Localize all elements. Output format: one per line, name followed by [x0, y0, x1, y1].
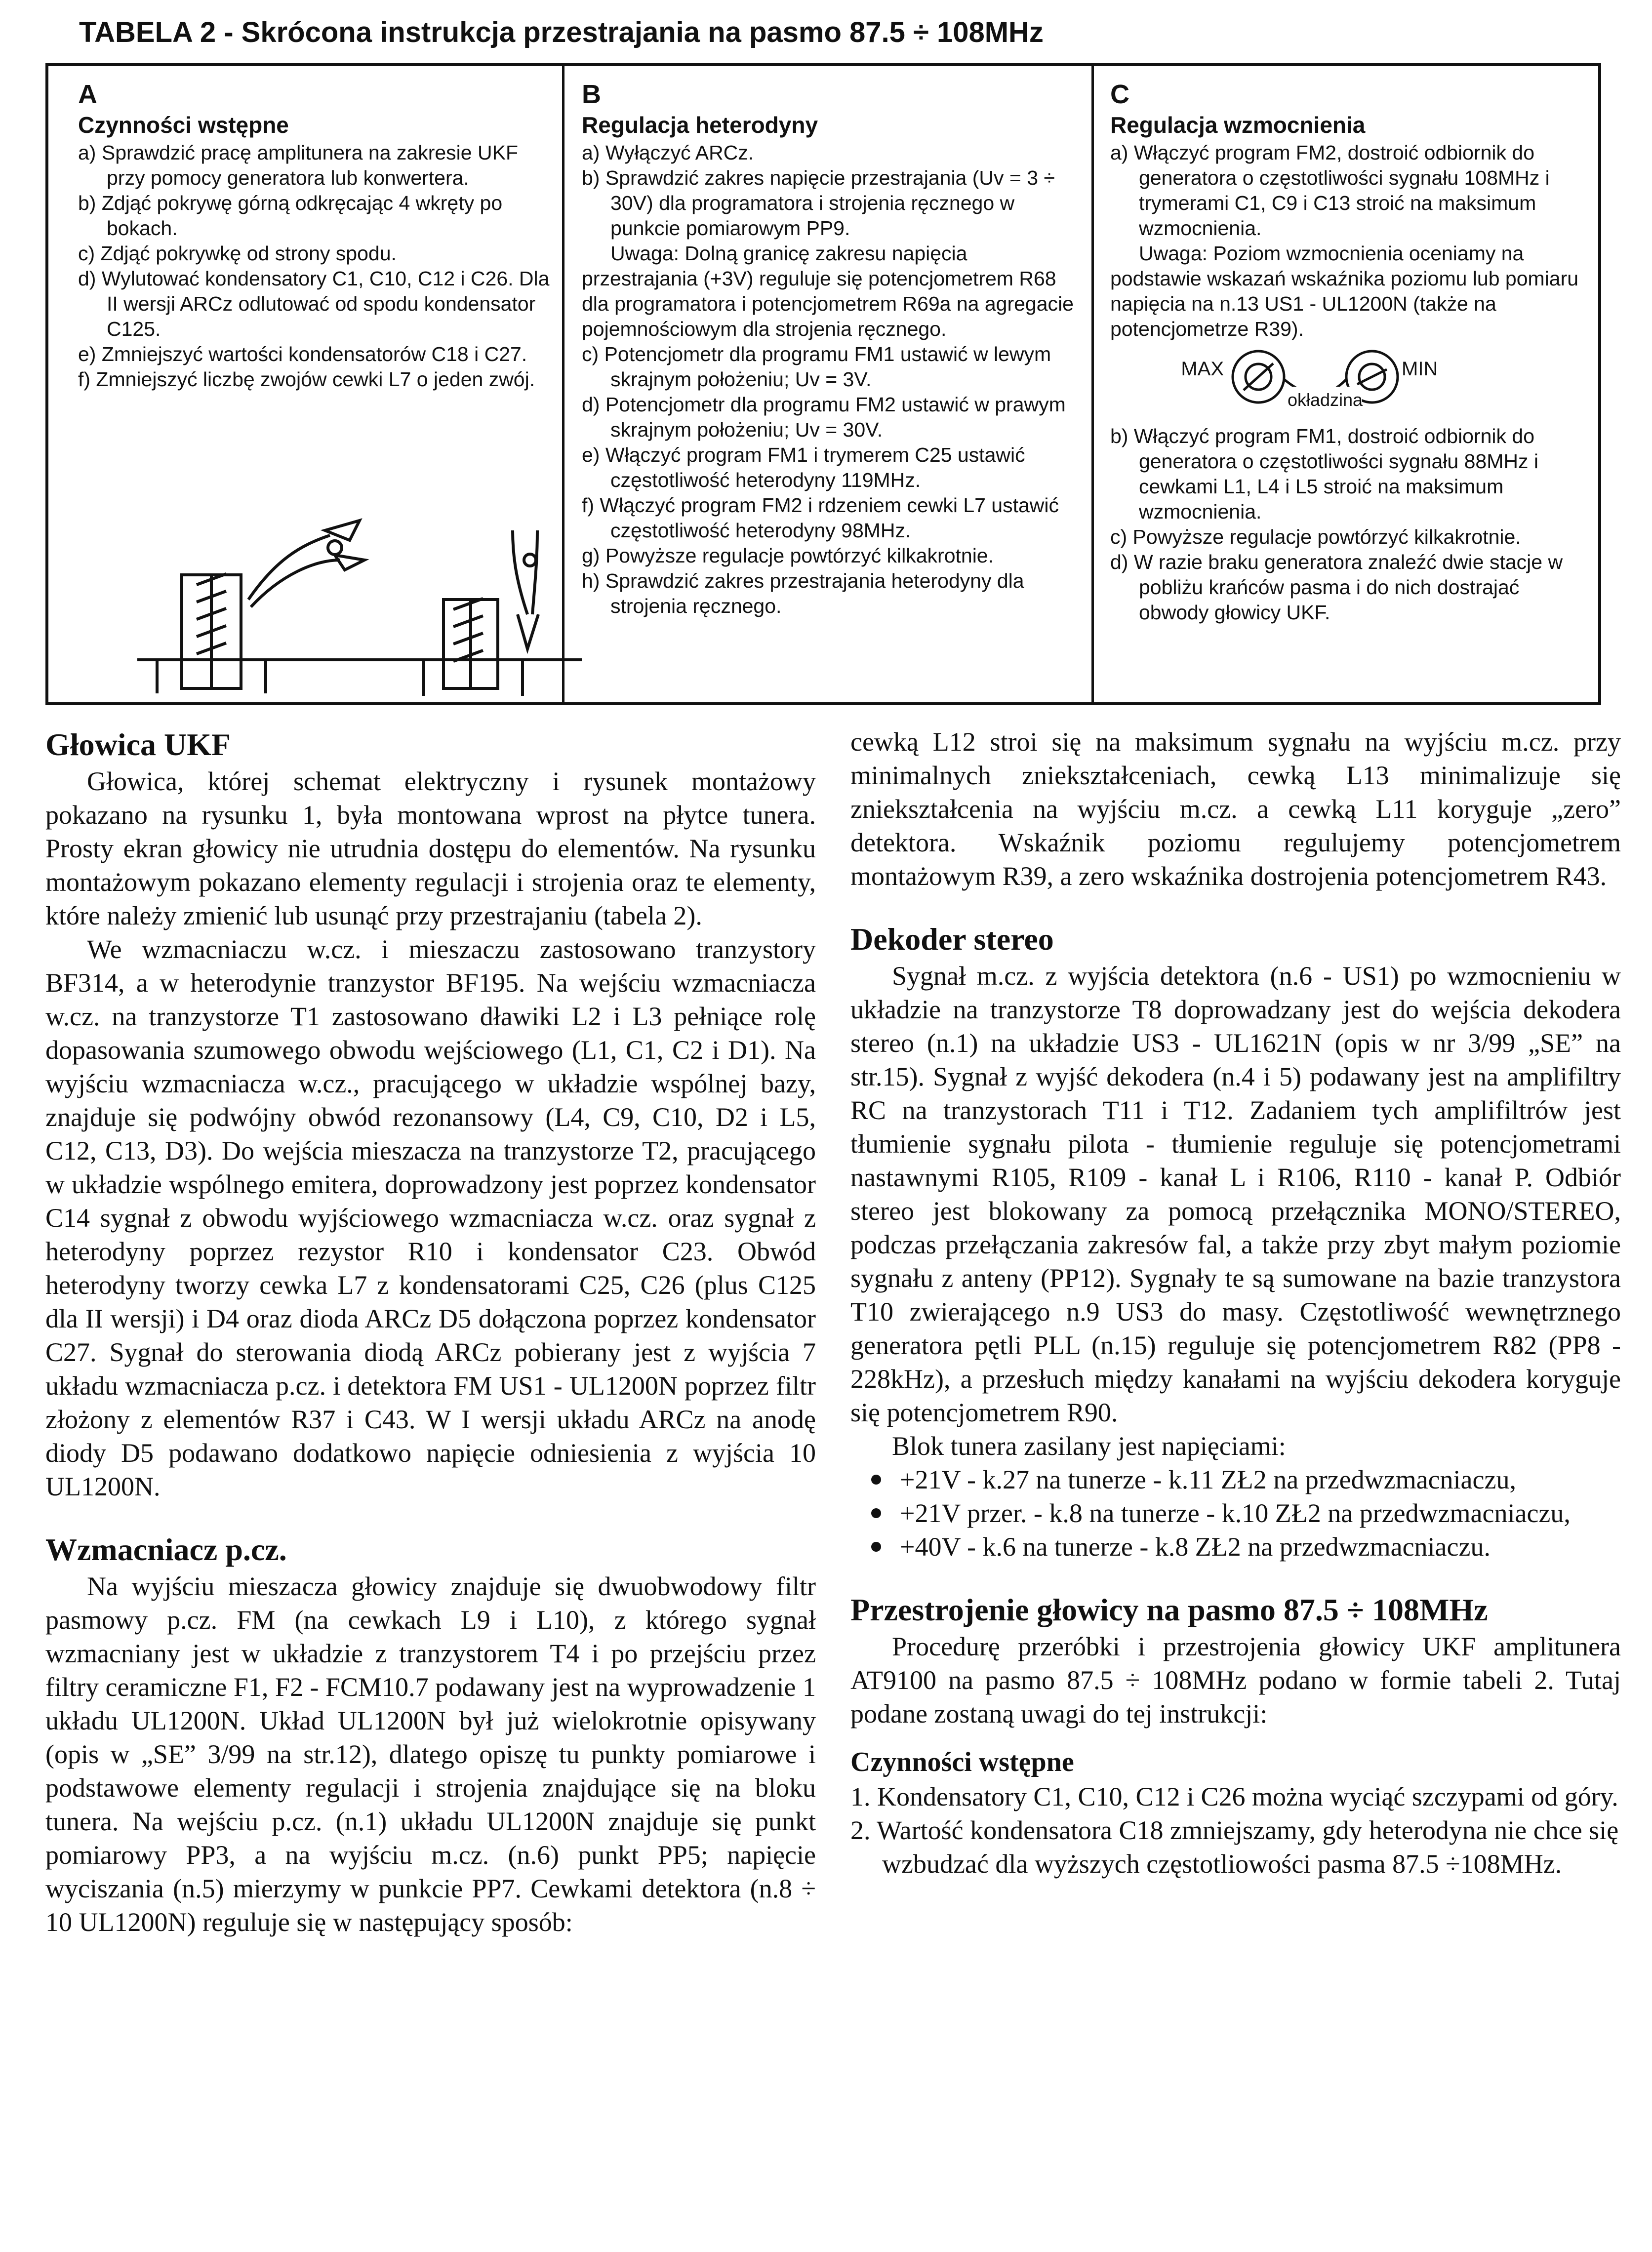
- section-heading: Wzmacniacz p.cz.: [45, 1532, 287, 1567]
- table-step: d) Wylutować kondensatory C1, C10, C12 i C26. Dla II wersji ARCz odlutować od spodu kondensator C125.: [78, 267, 550, 340]
- table-step: a) Wyłączyć ARCz.: [582, 141, 754, 164]
- table-note: Uwaga: Poziom wzmocnienia oceniamy na podstawie wskazań wskaźnika poziomu lub pomiaru napięcia na n.13 US1 - UL1200N (także na potencjometrze R39).: [1110, 242, 1579, 340]
- paragraph: Procedurę przeróbki i przestrojenia głowicy UKF amplitunera AT9100 na pasmo 87.5 ÷ 108MHz podano w formie tabeli 2. Tutaj podane zostaną uwagi do tej instrukcji:: [850, 1632, 1621, 1729]
- column-divider: [1091, 66, 1094, 702]
- table-step: e) Włączyć program FM1 i trymerem C25 ustawić częstotliwość heterodyny 119MHz.: [582, 443, 1025, 491]
- table-note: Uwaga: Dolną granicę zakresu napięcia przestrajania (+3V) reguluje się potencjometrem R68 dla programatora i potencjometrem R69a na agregacie pojemnościowym dla strojenia ręcznego.: [582, 242, 1074, 340]
- subsection-heading: Czynności wstępne: [850, 1747, 1074, 1777]
- list-item: +21V - k.27 na tunerze - k.11 ZŁ2 na przedwzmacniaczu,: [850, 1463, 1621, 1496]
- table-step: d) W razie braku generatora znaleźć dwie stacje w pobliżu krańców pasma i do nich dostrajać obwody głowicy UKF.: [1110, 551, 1563, 624]
- supply-voltage-list: [850, 1463, 1621, 1564]
- list-item: +21V przer. - k.8 na tunerze - k.10 ZŁ2 na przedwzmacniaczu,: [850, 1496, 1621, 1530]
- column-letter: A: [78, 80, 97, 109]
- paragraph: Blok tunera zasilany jest napięciami:: [892, 1431, 1286, 1461]
- column-letter: B: [582, 80, 601, 109]
- gauge-caption: okładzina: [1287, 390, 1363, 410]
- table-step: b) Zdjąć pokrywę górną odkręcając 4 wkręty po bokach.: [78, 192, 503, 240]
- article-column-left: [45, 725, 816, 1939]
- trimmer-max-min-diagram: [1110, 345, 1466, 419]
- table-title: TABELA 2 - Skrócona instrukcja przestrajania na pasmo 87.5 ÷ 108MHz: [79, 16, 1044, 48]
- gauge-max-label: MAX: [1181, 358, 1224, 380]
- paragraph: Sygnał m.cz. z wyjścia detektora (n.6 - US1) po wzmocnieniu w układzie na tranzystorze T8 doprowadzany jest do wejścia dekodera stereo (n.1) na układzie US3 - UL1621N (opis w nr 3/99 „SE” na str.15). Sygnał z wyjść dekodera (n.4 i 5) podawany jest na amplifiltry RC na tranzystorach T11 i T12. Zadaniem tych amplifiltrów jest tłumienie sygnału pilota - tłumienie reguluje się potencjometrami nastawnymi R105, R109 - kanał L i R106, R110 - kanał P. Odbiór stereo jest blokowany za pomocą przełącznika MONO/STEREO, podczas przełączania zakresów fal, a także przy zbyt małym poziomie sygnału z anteny (PP12). Sygnały te są sumowane na bazie tranzystora T10 zwierającego n.9 US3 do masy. Częstotliwość wewnętrznego generatora pętli PLL (n.15) reguluje się potencjometrem R82 (PP8 - 228kHz), a przesłuch między kanałami na wyjściu dekodera koryguje się potencjometrem R90.: [850, 961, 1621, 1427]
- list-item: +40V - k.6 na tunerze - k.8 ZŁ2 na przedwzmacniaczu.: [850, 1530, 1621, 1564]
- table-step: g) Powyższe regulacje powtórzyć kilkakrotnie.: [582, 544, 994, 567]
- table-step: a) Włączyć program FM2, dostroić odbiornik do generatora o częstotliwości sygnału 108MHz i trymerami C1, C9 i C13 stroić na maksimum wzmocnienia.: [1110, 141, 1550, 240]
- table-column-a: [78, 79, 552, 392]
- paragraph: We wzmacniaczu w.cz. i mieszaczu zastosowano tranzystory BF314, a w heterodynie tranzystor BF195. Na wejściu wzmacniacza w.cz. na tranzystorze T1 zastosowano dławiki L2 i L3 pełniące rolę dopasowania szumowego obwodu wejściowego (L1, C1, C2 i D1). Na wyjściu wzmacniacza w.cz., pracującego w układzie wspólnej bazy, znajduje się podwójny obwód rezonansowy (L4, C9, C10, D2 i L5, C12, C13, D3). Do wejścia mieszacza na tranzystorze T2, pracującego w układzie wspólnego emitera, doprowadzony jest poprzez kondensator C14 sygnał z obwodu wyjściowego wzmacniacza w.cz. oraz sygnał z heterodyny poprzez rezystor R10 i kondensator C23. Obwód heterodyny tworzy cewka L7 z kondensatorami C25, C26 (plus C125 dla II wersji) i D4 oraz dioda ARCz D5 dołączona poprzez kondensator C27. Sygnał do sterowania diodą ARCz pobierany jest z wyjścia 7 układu wzmacniacza p.cz. i detektora FM US1 - UL1200N poprzez filtr złożony z elementów R37 i C43. W I wersji układu ARCz na anodę diody D5 podawano dodatkowo napięcie odniesienia z wyjścia 10 UL1200N.: [45, 934, 816, 1501]
- table-step: a) Sprawdzić pracę amplitunera na zakresie UKF przy pomocy generatora lub konwertera.: [78, 141, 518, 189]
- instruction-table: [45, 63, 1601, 705]
- paragraph-continued: cewką L12 stroi się na maksimum sygnału na wyjściu m.cz. przy minimalnych zniekształceniach, cewką L13 minimalizuje się zniekształcenia na wyjściu m.cz. a cewką L11 koryguje „zero” detektora. Wskaźnik poziomu regulujemy potencjometrem montażowym R39, a zero wskaźnika dostrojenia potencjometrem R43.: [850, 727, 1621, 891]
- table-step: f) Zmniejszyć liczbę zwojów cewki L7 o jeden zwój.: [78, 368, 535, 391]
- table-step: e) Zmniejszyć wartości kondensatorów C18 i C27.: [78, 343, 527, 365]
- column-heading: Czynności wstępne: [78, 112, 289, 138]
- column-letter: C: [1110, 80, 1129, 109]
- paragraph: Na wyjściu mieszacza głowicy znajduje się dwuobwodowy filtr pasmowy p.cz. FM (na cewkach L9 i L10), z którego sygnał wzmacniany jest w układzie z tranzystorem T4 i po przejściu przez filtry ceramiczne F1, F2 - FCM10.7 podawany jest na wyprowadzenie 1 układu UL1200N. Układ UL1200N był już wielokrotnie opisywany (opis w „SE” 3/99 na str.12), dlatego opiszę tu punkty pomiarowe i podstawowe elementy regulacji i strojenia znajdujące się na bloku tunera. Na wejściu p.cz. (n.1) układu UL1200N znajduje się punkt pomiarowy PP3, a na wyjściu m.cz. (n.6) punkt PP5; napięcie wyciszania (n.5) mierzymy w punkcie PP7. Cewkami detektora (n.8 ÷ 10 UL1200N) reguluje się w następujący sposób:: [45, 1571, 816, 1937]
- table-step: b) Sprawdzić zakres napięcie przestrajania (Uv = 3 ÷ 30V) dla programatora i strojenia ręcznego w punkcie pomiarowym PP9.: [582, 166, 1055, 240]
- table-step: f) Włączyć program FM2 i rdzeniem cewki L7 ustawić częstotliwość heterodyny 98MHz.: [582, 494, 1059, 542]
- table-step: c) Potencjometr dla programu FM1 ustawić w lewym skrajnym położeniu; Uv = 3V.: [582, 343, 1051, 391]
- list-item: 2. Wartość kondensatora C18 zmniejszamy, gdy heterodyna nie chce się wzbudzać dla wyższych częstotliowości pasma 87.5 ÷108MHz.: [850, 1815, 1619, 1879]
- column-heading: Regulacja heterodyny: [582, 112, 818, 138]
- table-column-b: [582, 79, 1086, 619]
- table-step: c) Powyższe regulacje powtórzyć kilkakrotnie.: [1110, 525, 1521, 548]
- remarks-list: [850, 1780, 1621, 1881]
- table-step: c) Zdjąć pokrywkę od strony spodu.: [78, 242, 397, 265]
- table-step: d) Potencjometr dla programu FM2 ustawić w prawym skrajnym położeniu; Uv = 30V.: [582, 393, 1066, 441]
- list-item: 1. Kondensatory C1, C10, C12 i C26 można wyciąć szczypami od góry.: [850, 1782, 1618, 1811]
- pliers-cutting-capacitor-illustration: [137, 501, 582, 703]
- table-column-c: [1110, 79, 1584, 625]
- section-heading: Głowica UKF: [45, 727, 231, 762]
- column-heading: Regulacja wzmocnienia: [1110, 112, 1366, 138]
- section-heading: Przestrojenie głowicy na pasmo 87.5 ÷ 108MHz: [850, 1592, 1488, 1627]
- paragraph: Głowica, której schemat elektryczny i rysunek montażowy pokazano na rysunku 1, była montowana wprost na płytce tunera. Prosty ekran głowicy nie utrudnia dostępu do elementów. Na rysunku montażowym pokazano elementy regulacji i strojenia oraz te elementy, które należy zmienić lub usunąć przy przestrajaniu (tabela 2).: [45, 766, 816, 930]
- gauge-min-label: MIN: [1402, 358, 1438, 380]
- section-heading: Dekoder stereo: [850, 922, 1054, 957]
- article-column-right: [850, 725, 1621, 1881]
- table-step: h) Sprawdzić zakres przestrajania heterodyny dla strojenia ręcznego.: [582, 569, 1024, 617]
- table-step: b) Włączyć program FM1, dostroić odbiornik do generatora o częstotliwości sygnału 88MHz i cewkami L1, L4 i L5 stroić na maksimum wzmocnienia.: [1110, 425, 1538, 523]
